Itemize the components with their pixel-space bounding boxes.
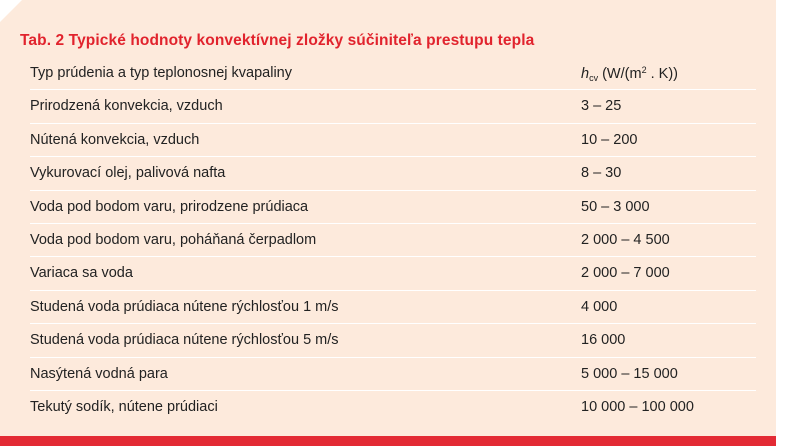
- table-row: [30, 224, 756, 257]
- header-unit-open: (W/(m: [598, 66, 642, 82]
- row-value: 4 000: [581, 298, 618, 315]
- row-value: 5 000 – 15 000: [581, 365, 678, 382]
- row-label: Voda pod bodom varu, poháňaná čerpadlom: [30, 231, 317, 248]
- header-unit-close: . K)): [646, 66, 678, 82]
- table-row: [30, 291, 756, 324]
- row-value: 3 – 25: [581, 98, 622, 115]
- table-title: Tab. 2 Typické hodnoty konvektívnej zložky súčiniteľa prestupu tepla: [20, 32, 535, 49]
- table-row: [30, 391, 756, 424]
- row-label: Nasýtená vodná para: [30, 365, 168, 382]
- data-table: [30, 57, 756, 424]
- row-value: 16 000: [581, 332, 626, 349]
- row-value: 8 – 30: [581, 165, 622, 182]
- table-row: [30, 358, 756, 391]
- row-label: Tekutý sodík, nútene prúdiaci: [30, 398, 218, 415]
- header-subscript: cv: [589, 73, 599, 83]
- row-label: Studená voda prúdiaca nútene rýchlosťou 1 m/s: [30, 298, 339, 315]
- row-label: Variaca sa voda: [30, 265, 133, 282]
- table-row: [30, 124, 756, 157]
- table-row: [30, 191, 756, 224]
- row-value: 50 – 3 000: [581, 198, 650, 215]
- table-row: [30, 90, 756, 123]
- row-label: Vykurovací olej, palivová nafta: [30, 165, 226, 182]
- row-label: Voda pod bodom varu, prirodzene prúdiaca: [30, 198, 309, 215]
- table-header-row: [30, 57, 756, 90]
- row-label: Studená voda prúdiaca nútene rýchlosťou 5 m/s: [30, 332, 339, 349]
- table-row: [30, 257, 756, 290]
- row-label: Nútená konvekcia, vzduch: [30, 131, 200, 148]
- row-value: 10 000 – 100 000: [581, 398, 694, 415]
- accent-bar: [0, 436, 776, 446]
- corner-notch: [0, 0, 22, 22]
- row-value: 2 000 – 7 000: [581, 265, 670, 282]
- table-row: [30, 157, 756, 190]
- header-flow-type: Typ prúdenia a typ teplonosnej kvapaliny: [30, 65, 292, 81]
- header-symbol: h: [581, 66, 590, 82]
- row-value: 2 000 – 4 500: [581, 231, 670, 248]
- table-row: [30, 324, 756, 357]
- row-label: Prirodzená konvekcia, vzduch: [30, 98, 223, 115]
- header-unit-sup: 2: [641, 65, 647, 75]
- header-coefficient: [581, 65, 678, 83]
- row-value: 10 – 200: [581, 131, 638, 148]
